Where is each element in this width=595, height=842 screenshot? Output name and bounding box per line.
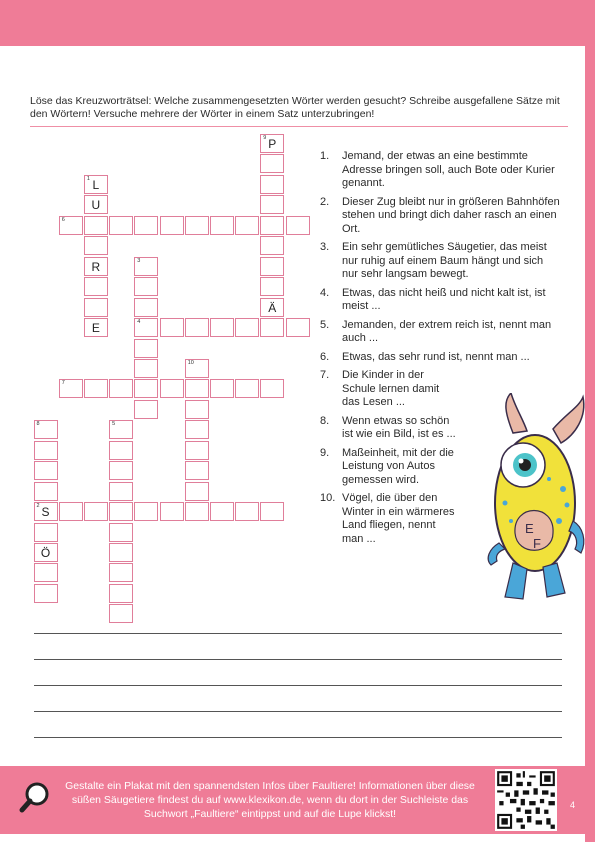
crossword-cell[interactable]	[260, 277, 284, 296]
clue-text: Wenn etwas so schön ist wie ein Bild, ist es ...	[342, 414, 456, 440]
crossword-cell[interactable]	[109, 604, 133, 623]
clue-item	[320, 196, 560, 237]
crossword-cell[interactable]	[34, 441, 58, 460]
cell-letter: U	[91, 198, 101, 213]
crossword-cell[interactable]	[84, 379, 108, 398]
crossword-cell[interactable]	[134, 318, 158, 337]
crossword-cell[interactable]	[84, 216, 108, 235]
clue-number: 9.	[320, 446, 330, 459]
crossword-cell[interactable]	[84, 318, 108, 337]
writing-lines	[34, 633, 562, 763]
crossword-cell[interactable]	[185, 379, 209, 398]
cell-number: 5	[112, 421, 116, 428]
crossword-cell[interactable]	[260, 175, 284, 194]
clue-text: Etwas, das nicht heiß und nicht kalt ist, ist meist ...	[342, 286, 546, 312]
crossword-cell[interactable]	[260, 318, 284, 337]
crossword-cell[interactable]	[109, 482, 133, 501]
cell-letter: L	[92, 177, 100, 192]
clue-text: Maßeinheit, mit der die Leistung von Autos gemessen wird.	[342, 446, 454, 486]
crossword-cell[interactable]	[210, 216, 234, 235]
crossword-cell[interactable]	[109, 584, 133, 603]
crossword-cell[interactable]	[109, 441, 133, 460]
crossword-cell[interactable]	[109, 216, 133, 235]
crossword-cell[interactable]	[134, 502, 158, 521]
cell-letter: E	[91, 321, 100, 336]
clue-number: 6.	[320, 350, 330, 363]
crossword-cell[interactable]	[160, 502, 184, 521]
crossword-cell[interactable]	[84, 236, 108, 255]
crossword-cell[interactable]	[84, 175, 108, 194]
crossword-cell[interactable]	[34, 482, 58, 501]
qr-code[interactable]	[492, 766, 560, 834]
crossword-cell[interactable]	[34, 420, 58, 439]
cell-number: 10	[187, 359, 194, 366]
clue-item	[320, 319, 560, 346]
crossword-cell[interactable]	[59, 216, 83, 235]
crossword-cell[interactable]	[34, 523, 58, 542]
clue-item	[320, 241, 560, 282]
clue-item	[320, 415, 457, 442]
crossword-cell[interactable]	[185, 502, 209, 521]
clue-item	[320, 447, 457, 488]
clue-text: Ein sehr gemütliches Säugetier, das meist nur ruhig auf einem Baum hängt und sich nur sehr langsam bewegt.	[342, 241, 547, 280]
clue-number: 5.	[320, 318, 330, 331]
footer-text: Gestalte ein Plakat mit den spannendsten Infos über Faultiere! Informationen über diese süßen Säugetiere findest du auf www.klexikon.de, wenn du dort in der Suchleiste das Suchwort „Faultiere“ eintippst und auf die Lupe klickst!	[65, 780, 475, 820]
clue-number: 2.	[320, 195, 330, 208]
task-instructions: Löse das Kreuzworträtsel: Welche zusammengesetzten Wörter werden gesucht? Schreibe ausgefallene Sätze mit den Wörtern! Versuche mehrere der Wörter in einem Satz unterzubringen!	[30, 95, 560, 120]
crossword-cell[interactable]	[260, 257, 284, 276]
crossword-cell[interactable]	[34, 584, 58, 603]
clue-text: Dieser Zug bleibt nur in größeren Bahnhöfen stehen und bringt dich daher rasch an einen Ort.	[342, 195, 560, 235]
crossword-cell[interactable]	[109, 543, 133, 562]
crossword-cell[interactable]	[34, 563, 58, 582]
crossword-cell[interactable]	[109, 523, 133, 542]
crossword-cell[interactable]	[286, 318, 310, 337]
crossword-cell[interactable]	[235, 379, 259, 398]
crossword-cell[interactable]	[185, 359, 209, 378]
cell-letter: P	[268, 137, 277, 151]
crossword-cell[interactable]	[84, 195, 108, 214]
crossword-cell[interactable]	[84, 257, 108, 276]
crossword-cell[interactable]	[260, 195, 284, 214]
qr-code-pattern	[495, 769, 557, 831]
writing-line[interactable]	[34, 737, 562, 738]
crossword-cell[interactable]	[134, 400, 158, 419]
cell-letter: Ö	[40, 546, 51, 560]
crossword-cell[interactable]	[84, 277, 108, 296]
clue-text: Jemanden, der extrem reich ist, nennt man auch ...	[342, 318, 552, 344]
clue-text: Jemand, der etwas an eine bestimmte Adresse bringen soll, auch Bote oder Kurier genannt.	[342, 150, 555, 189]
crossword-cell[interactable]	[109, 379, 133, 398]
clue-item	[320, 351, 560, 365]
monster-illustration	[475, 393, 590, 608]
page-number: 4	[570, 800, 576, 810]
crossword-cell[interactable]	[134, 257, 158, 276]
crossword-cell[interactable]	[210, 502, 234, 521]
clue-item	[320, 369, 457, 410]
crossword-cell[interactable]	[134, 298, 158, 317]
crossword-cell[interactable]	[160, 216, 184, 235]
crossword-cell[interactable]	[185, 441, 209, 460]
crossword-cell[interactable]	[160, 318, 184, 337]
crossword-cell[interactable]	[260, 379, 284, 398]
crossword-cell[interactable]	[134, 359, 158, 378]
writing-line[interactable]	[34, 711, 562, 712]
cell-letter: Ä	[268, 300, 277, 315]
crossword-cell[interactable]	[134, 339, 158, 358]
crossword-cell[interactable]	[59, 502, 83, 521]
clue-text: Die Kinder in der Schule lernen damit das Lesen ...	[342, 369, 440, 408]
crossword-cell[interactable]	[260, 134, 284, 153]
crossword-cell[interactable]	[34, 461, 58, 480]
cell-number: 7	[61, 380, 65, 387]
clue-number: 3.	[320, 241, 330, 253]
crossword-cell[interactable]	[235, 502, 259, 521]
cell-letter: R	[91, 259, 101, 274]
crossword-cell[interactable]	[59, 379, 83, 398]
crossword-cell[interactable]	[34, 502, 58, 521]
crossword-cell[interactable]	[260, 236, 284, 255]
clue-text: Etwas, das sehr rund ist, nennt man ...	[342, 350, 530, 363]
writing-line[interactable]	[34, 685, 562, 686]
crossword-cell[interactable]	[109, 502, 133, 521]
cell-number: 1	[86, 175, 90, 182]
cell-number: 8	[36, 421, 40, 428]
cell-number: 6	[61, 216, 65, 223]
crossword-cell[interactable]	[260, 502, 284, 521]
crossword-cell[interactable]	[260, 298, 284, 317]
crossword-cell[interactable]	[260, 216, 284, 235]
clue-number: 4.	[320, 286, 330, 299]
clue-item	[320, 492, 457, 546]
clue-text: Vögel, die über den Winter in ein wärmeres Land fliegen, nennt man ...	[342, 492, 455, 545]
crossword-cell[interactable]	[260, 154, 284, 173]
writing-line[interactable]	[34, 659, 562, 660]
crossword-cell[interactable]	[84, 502, 108, 521]
cell-number: 9	[263, 135, 267, 141]
crossword-cell[interactable]	[109, 563, 133, 582]
crossword-cell[interactable]	[134, 216, 158, 235]
clue-item	[320, 150, 560, 191]
crossword-cell[interactable]	[34, 543, 58, 562]
crossword-cell[interactable]	[185, 482, 209, 501]
crossword-cell[interactable]	[210, 318, 234, 337]
cell-number: 3	[137, 257, 141, 264]
crossword-cell[interactable]	[210, 379, 234, 398]
magnifier-icon	[18, 780, 52, 814]
crossword-cell[interactable]	[160, 379, 184, 398]
crossword-cell[interactable]	[185, 400, 209, 419]
crossword-cell[interactable]	[134, 277, 158, 296]
svg-text:E: E	[525, 521, 534, 536]
crossword-cell[interactable]	[185, 318, 209, 337]
crossword-cell[interactable]	[286, 216, 310, 235]
cell-letter: S	[41, 505, 50, 520]
crossword-cell[interactable]	[235, 216, 259, 235]
svg-text:F: F	[533, 536, 541, 551]
crossword-cell[interactable]	[134, 379, 158, 398]
clue-item	[320, 287, 560, 314]
writing-line[interactable]	[34, 633, 562, 634]
crossword-cell[interactable]	[185, 461, 209, 480]
crossword-cell[interactable]	[109, 461, 133, 480]
cell-number: 4	[137, 319, 141, 326]
clue-number: 10.	[320, 492, 336, 504]
clue-number: 1.	[320, 150, 330, 162]
clue-number: 8.	[320, 414, 330, 427]
crossword-cell[interactable]	[84, 298, 108, 317]
crossword-cell[interactable]	[109, 420, 133, 439]
crossword-cell[interactable]	[185, 420, 209, 439]
cell-number: 2	[36, 503, 40, 510]
crossword-cell[interactable]	[185, 216, 209, 235]
clue-number: 7.	[320, 369, 330, 381]
crossword-cell[interactable]	[235, 318, 259, 337]
